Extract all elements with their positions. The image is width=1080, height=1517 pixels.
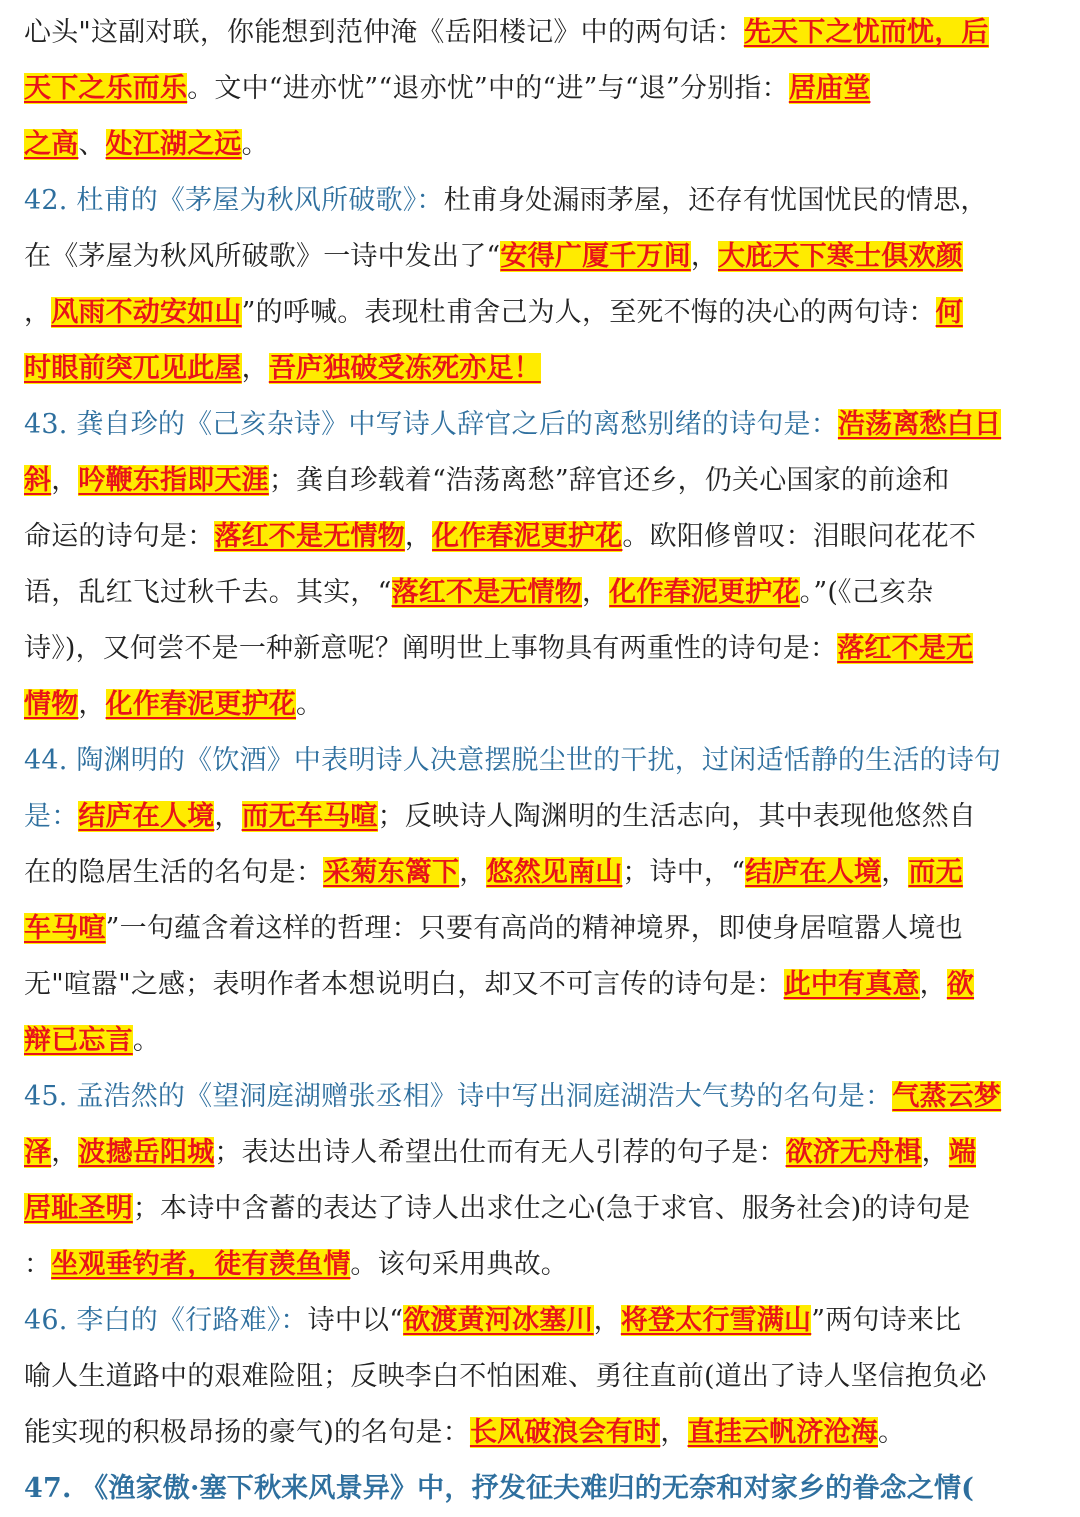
highlighted-answer: 而无车马喧	[241, 801, 378, 832]
body-text: ，	[921, 1137, 949, 1168]
body-text: 无"喧嚣"之感；表明作者本想说明白，却又不可言传的诗句是：	[24, 969, 784, 1000]
body-text: ；本诗中含蓄的表达了诗人出求仕之心(急于求官、服务社会)的诗句是	[132, 1193, 971, 1224]
highlighted-answer: 气蒸云梦	[892, 1081, 1002, 1112]
body-text: ；表达出诗人希望出仕而有无人引荐的句子是：	[214, 1137, 786, 1168]
text-line	[24, 229, 963, 285]
text-line	[24, 733, 1001, 789]
highlighted-answer: 化作春泥更护花	[105, 689, 297, 720]
body-text: ，	[241, 353, 269, 384]
highlighted-answer: 吾庐独破受冻死亦足！	[268, 353, 541, 384]
highlighted-answer: 吟鞭东指即天涯	[78, 465, 269, 496]
highlighted-answer: 斜	[24, 465, 52, 496]
highlighted-answer: 坐观垂钓者，徒有羡鱼情	[51, 1249, 351, 1280]
body-text: ，	[404, 521, 433, 552]
text-line	[24, 565, 933, 621]
body-text: 语，乱红飞过秋千去。其实，“	[24, 577, 392, 608]
body-text: 在《茅屋为秋风所破歌》一诗中发出了“	[24, 241, 501, 272]
question-text: 46. 李白的《行路难》：	[24, 1305, 308, 1336]
highlighted-answer: 将登太行雪满山	[620, 1305, 812, 1336]
body-text: ，	[214, 801, 242, 832]
body-text: 。	[296, 689, 324, 720]
highlighted-answer: 悠然见南山	[486, 857, 623, 888]
text-line	[24, 397, 1001, 453]
body-text: ”的呼喊。表现杜甫舍己为人，至死不悔的决心的两句诗：	[241, 297, 936, 328]
body-text: 杜甫身处漏雨茅屋，还存有忧国忧民的情思，	[443, 185, 988, 216]
text-line	[24, 1181, 970, 1237]
body-text: ；龚自珍载着“浩荡离愁”辞官还乡，仍关心国家的前途和	[268, 465, 950, 496]
text-line	[24, 1405, 905, 1461]
body-text: ，	[593, 1305, 621, 1336]
highlighted-answer: 天下之乐而乐	[24, 73, 188, 104]
body-text: 诗》)，又何尝不是一种新意呢？阐明世上事物具有两重性的诗句是：	[24, 633, 838, 664]
body-text: ，	[51, 1137, 79, 1168]
highlighted-answer: 结庐在人境	[78, 801, 215, 832]
body-text: 。	[241, 129, 269, 160]
text-line	[24, 117, 269, 173]
highlighted-answer: 落红不是无情物	[391, 577, 583, 608]
body-text: ；诗中，“	[622, 857, 746, 888]
highlighted-answer: 车马喧	[24, 913, 106, 944]
body-text: ，	[78, 689, 106, 720]
body-text: ，	[881, 857, 909, 888]
body-text: ，	[690, 241, 719, 272]
text-line	[24, 341, 541, 397]
body-text: ，	[660, 1417, 688, 1448]
body-text: ”一句蕴含着这样的哲理：只要有高尚的精神境界，即使身居喧嚣人境也	[105, 913, 963, 944]
question-text: 43. 龚自珍的《己亥杂诗》中写诗人辞官之后的离愁别绪的诗句是：	[24, 409, 838, 440]
highlighted-answer: 浩荡离愁白日	[837, 409, 1002, 440]
text-line	[24, 509, 976, 565]
text-line	[24, 621, 973, 677]
text-line	[24, 789, 976, 845]
highlighted-answer: 时眼前突兀见此屋	[24, 353, 242, 384]
highlighted-answer: 欲渡黄河冰塞川	[403, 1305, 594, 1336]
body-text: 诗中以“	[307, 1305, 404, 1336]
highlighted-answer: 长风破浪会有时	[469, 1417, 661, 1448]
text-line	[24, 453, 950, 509]
body-text: ，	[459, 857, 487, 888]
highlighted-answer: 此中有真意	[783, 969, 920, 1000]
question-text: 42. 杜甫的《茅屋为秋风所破歌》：	[24, 185, 444, 216]
highlighted-answer: 落红不是无情物	[214, 521, 405, 552]
highlighted-answer: 居耻圣明	[24, 1193, 133, 1224]
highlighted-answer: 辩已忘言	[24, 1025, 133, 1056]
question-text: 45. 孟浩然的《望洞庭湖赠张丞相》诗中写出洞庭湖浩大气势的名句是：	[24, 1081, 893, 1112]
highlighted-answer: 安得广厦千万间	[500, 241, 691, 272]
text-line	[24, 1293, 961, 1349]
body-text: 命运的诗句是：	[24, 521, 215, 552]
highlighted-answer: 风雨不动安如山	[51, 297, 242, 328]
body-text: 。该句采用典故。	[350, 1249, 569, 1280]
highlighted-answer: 落红不是无	[837, 633, 974, 664]
highlighted-answer: 何	[935, 297, 963, 328]
text-line	[24, 901, 963, 957]
highlighted-answer: 化作春泥更护花	[432, 521, 623, 552]
highlighted-answer: 先天下之忧而忧，后	[743, 17, 989, 48]
highlighted-answer: 欲济无舟楫	[785, 1137, 922, 1168]
text-line	[24, 173, 988, 229]
highlighted-answer: 欲	[946, 969, 975, 1000]
question-text: 是：	[24, 801, 79, 832]
body-text: 。	[132, 1025, 161, 1056]
body-text: 在的隐居生活的名句是：	[24, 857, 324, 888]
body-text: ：	[24, 1249, 52, 1280]
text-line	[24, 1013, 160, 1069]
highlighted-answer: 居庙堂	[788, 73, 871, 104]
body-text: ，	[582, 577, 610, 608]
highlighted-answer: 波撼岳阳城	[78, 1137, 215, 1168]
body-text: 。文中“进亦忧”“退亦忧”中的“进”与“退”分别指：	[187, 73, 789, 104]
question-text: 47. 《渔家傲·塞下秋来风景异》中，抒发征夫难归的无奈和对家乡的眷念之情(	[24, 1473, 975, 1504]
text-line	[24, 61, 870, 117]
body-text: ；反映诗人陶渊明的生活志向，其中表现他悠然自	[377, 801, 977, 832]
highlighted-answer: 泽	[24, 1137, 52, 1168]
body-text: 能实现的积极昂扬的豪气)的名句是：	[24, 1417, 470, 1448]
highlighted-answer: 采菊东篱下	[323, 857, 460, 888]
body-text: 。欧阳修曾叹：泪眼问花花不	[622, 521, 977, 552]
question-text: 44. 陶渊明的《饮酒》中表明诗人决意摆脱尘世的干扰，过闲适恬静的生活的诗句	[24, 745, 1002, 776]
text-line	[24, 285, 963, 341]
text-line	[24, 1349, 987, 1405]
highlighted-answer: 情物	[24, 689, 79, 720]
body-text: 。	[877, 1417, 906, 1448]
text-line	[24, 1125, 976, 1181]
text-line	[24, 1069, 1001, 1125]
body-text: ，	[919, 969, 947, 1000]
body-text: 喻人生道路中的艰难险阻；反映李白不怕困难、勇往直前(道出了诗人坚信抱负必	[24, 1361, 987, 1392]
highlighted-answer: 大庇天下寒士俱欢颜	[718, 241, 963, 272]
highlighted-answer: 化作春泥更护花	[609, 577, 800, 608]
highlighted-answer: 结庐在人境	[745, 857, 882, 888]
body-text: 心头"这副对联，你能想到范仲淹《岳阳楼记》中的两句话：	[24, 17, 744, 48]
text-line	[24, 1461, 974, 1517]
text-line	[24, 845, 963, 901]
highlighted-answer: 而无	[908, 857, 963, 888]
body-text: 、	[78, 129, 106, 160]
body-text: 。”(《己亥杂	[799, 577, 934, 608]
highlighted-answer: 直挂云帆济沧海	[687, 1417, 878, 1448]
body-text: ，	[51, 465, 79, 496]
body-text: ”两句诗来比	[811, 1305, 962, 1336]
text-line	[24, 957, 974, 1013]
highlighted-answer: 处江湖之远	[105, 129, 242, 160]
text-line	[24, 5, 989, 61]
highlighted-answer: 端	[948, 1137, 977, 1168]
text-line	[24, 1237, 568, 1293]
body-text: ，	[24, 297, 52, 328]
highlighted-answer: 之高	[24, 129, 79, 160]
text-line	[24, 677, 323, 733]
